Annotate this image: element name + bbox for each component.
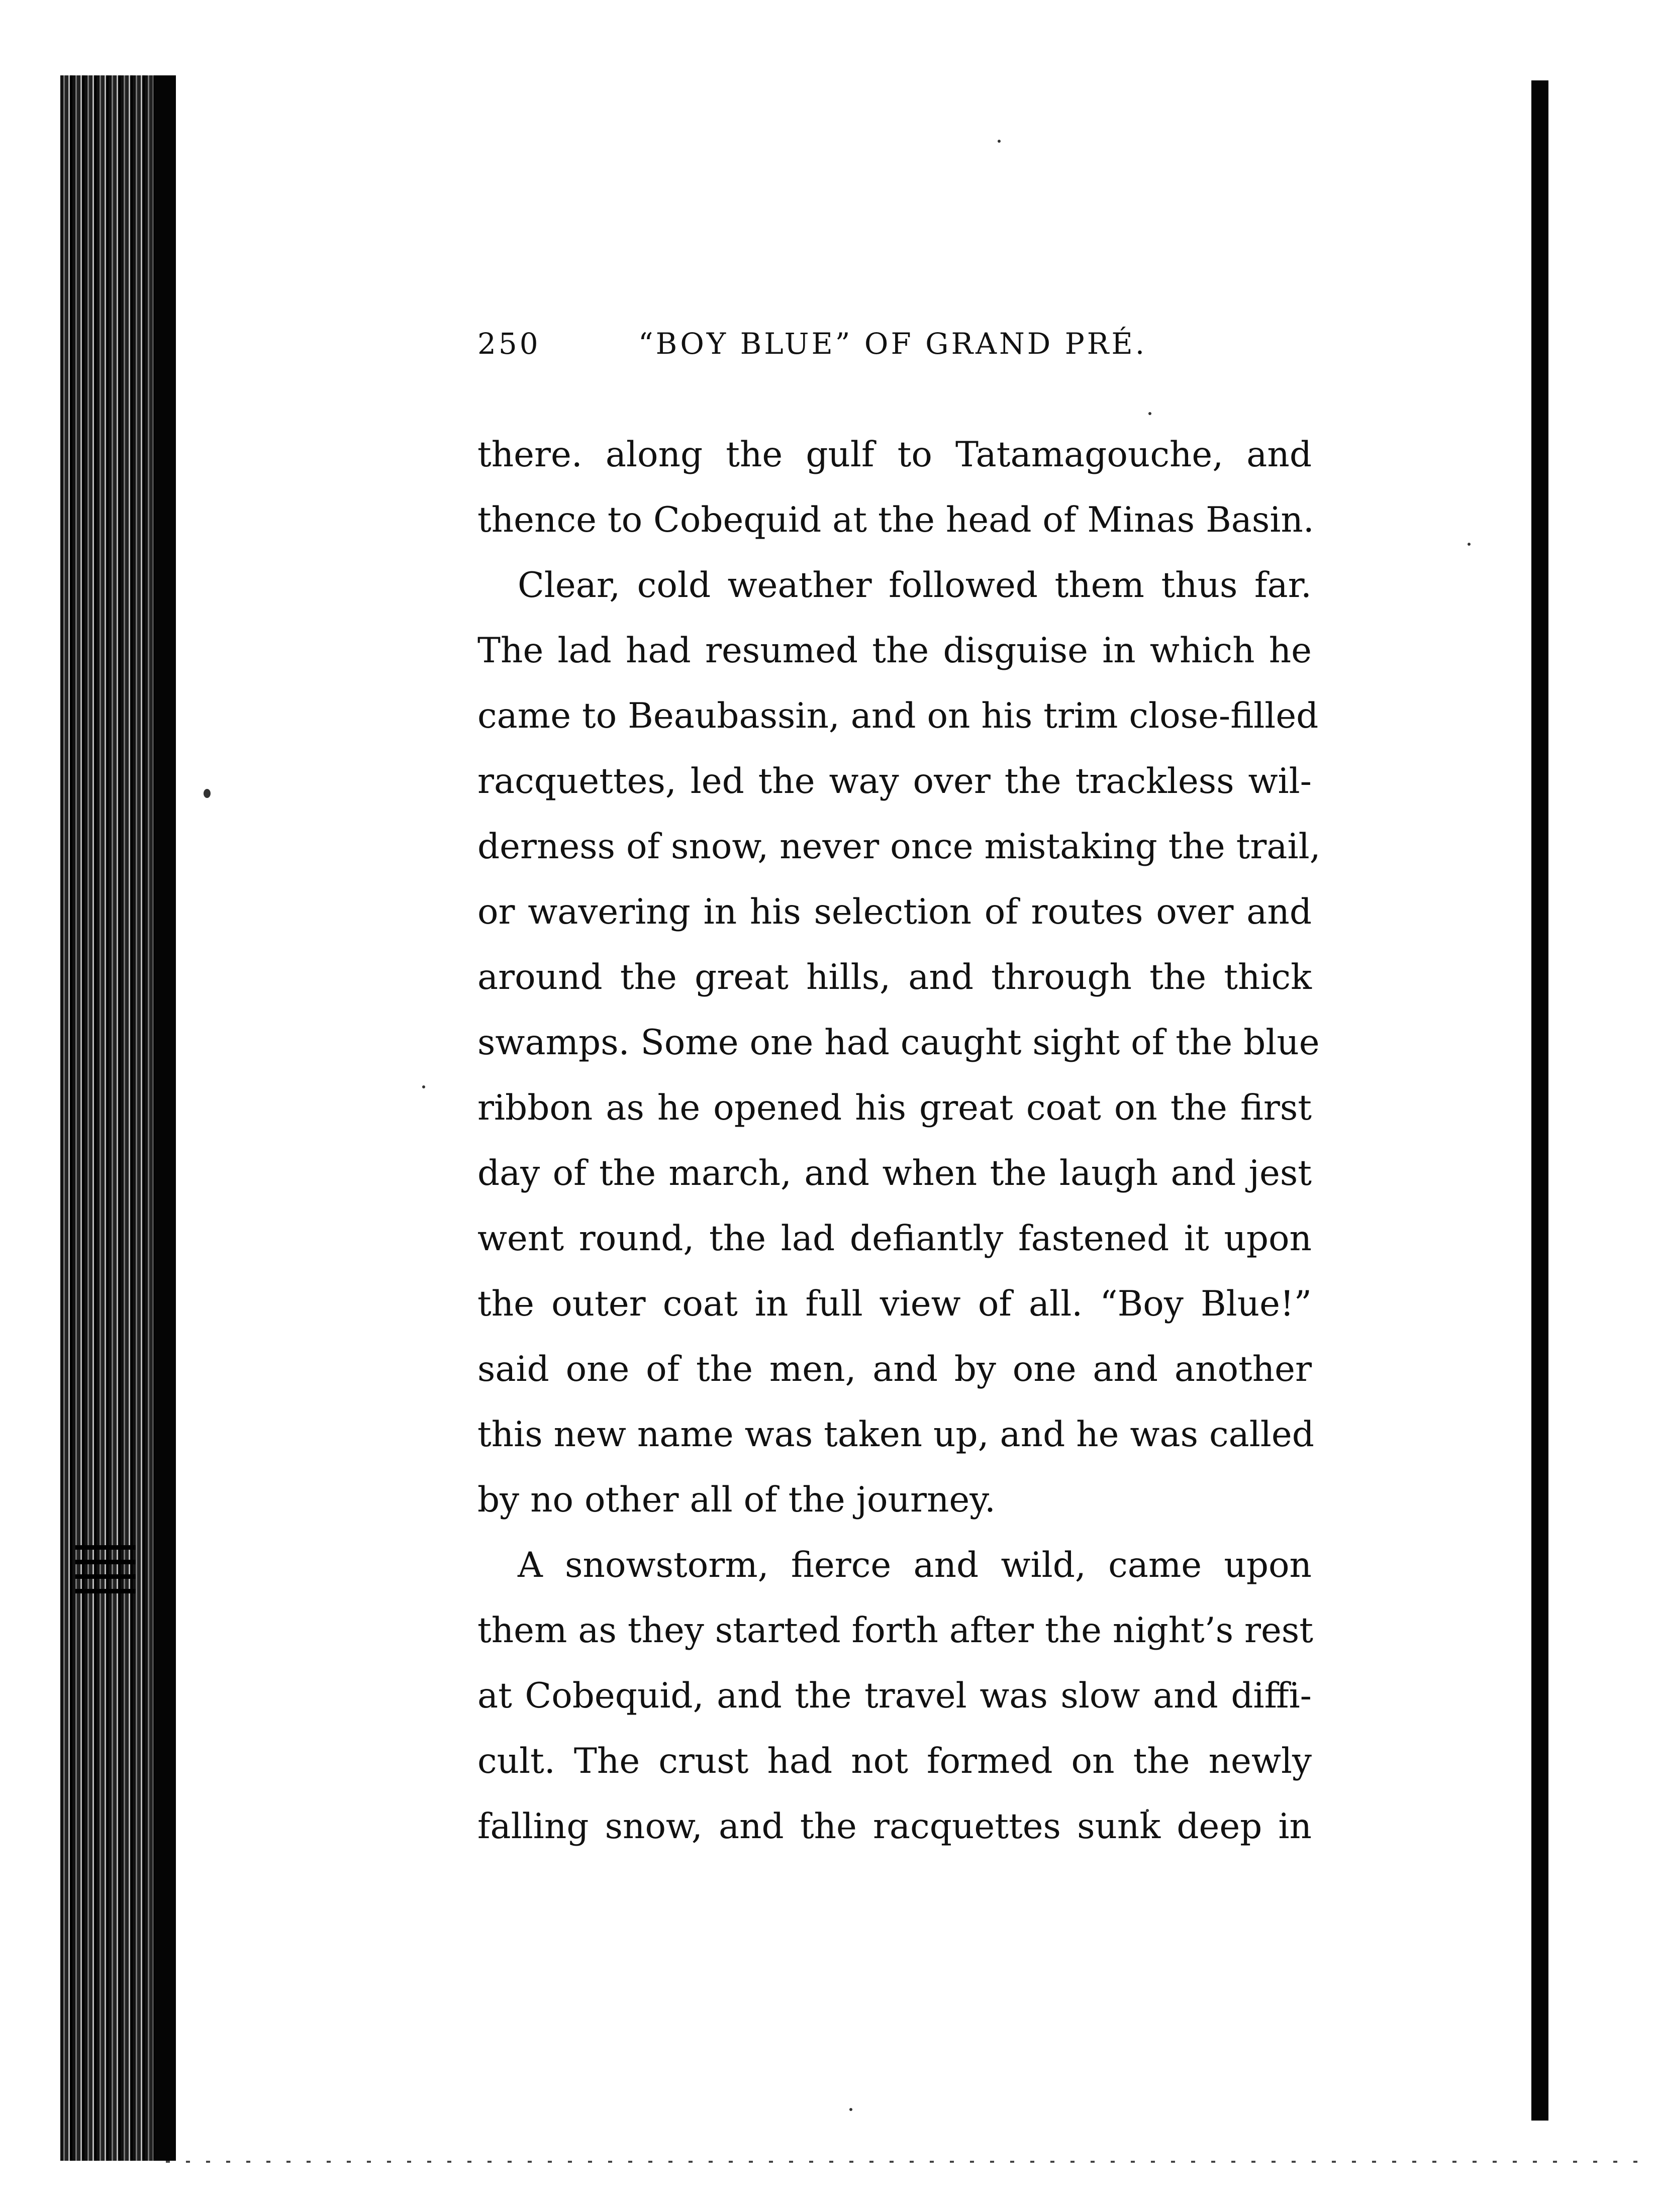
text-line: by no other all of the journey. <box>477 1480 996 1520</box>
text-line: around the great hills, and through the thick <box>477 957 1312 997</box>
scan-speck <box>204 789 211 798</box>
text-line: ribbon as he opened his great coat on the first <box>477 1088 1312 1128</box>
text-line: day of the march, and when the laugh and jest <box>477 1153 1312 1193</box>
text-line: thence to Cobequid at the head of Minas Basin. <box>477 500 1314 540</box>
text-line: there. along the gulf to Tatamagouche, and <box>477 435 1312 475</box>
scan-speck <box>1468 543 1471 546</box>
text-line: the outer coat in full view of all. “Boy Blue!” <box>477 1284 1312 1324</box>
scan-speck <box>422 1085 425 1088</box>
right-margin-rule <box>1531 80 1548 2121</box>
text-line: this new name was taken up, and he was called <box>477 1415 1314 1455</box>
running-title: “BOY BLUE” OF GRAND PRÉ. <box>638 327 1147 361</box>
text-line: said one of the men, and by one and another <box>477 1349 1312 1389</box>
scan-speck <box>849 2108 852 2111</box>
text-line: them as they started forth after the night’s rest <box>477 1611 1314 1651</box>
text-line: A snowstorm, fierce and wild, came upon <box>518 1545 1312 1585</box>
text-line: cult. The crust had not formed on the newly <box>477 1741 1312 1781</box>
text-line: falling snow, and the racquettes sunk deep in <box>477 1806 1312 1847</box>
text-line: The lad had resumed the disguise in which he <box>477 631 1312 671</box>
spine-marks <box>75 1545 136 1646</box>
scan-speck <box>998 140 1001 143</box>
spine-mark <box>75 1589 136 1593</box>
text-line: or wavering in his selection of routes over and <box>477 892 1312 932</box>
page-number: 250 <box>477 327 541 361</box>
text-line: came to Beaubassin, and on his trim close-filled <box>477 696 1319 736</box>
bottom-scan-noise <box>166 2161 1648 2163</box>
spine-mark <box>75 1545 136 1550</box>
text-line: derness of snow, never once mistaking the trail, <box>477 827 1321 867</box>
scan-speck <box>1148 412 1151 415</box>
text-line: went round, the lad defiantly fastened it upon <box>477 1219 1312 1259</box>
text-line: racquettes, led the way over the trackless wil- <box>477 761 1312 801</box>
spine-mark <box>75 1560 136 1564</box>
text-line: swamps. Some one had caught sight of the blue <box>477 1023 1320 1063</box>
text-line: at Cobequid, and the travel was slow and diffi- <box>477 1676 1312 1716</box>
body-text <box>477 422 1321 1859</box>
scanned-binding-edge <box>60 75 176 2161</box>
spine-mark <box>75 1574 136 1579</box>
text-line: Clear, cold weather followed them thus far. <box>518 565 1312 606</box>
